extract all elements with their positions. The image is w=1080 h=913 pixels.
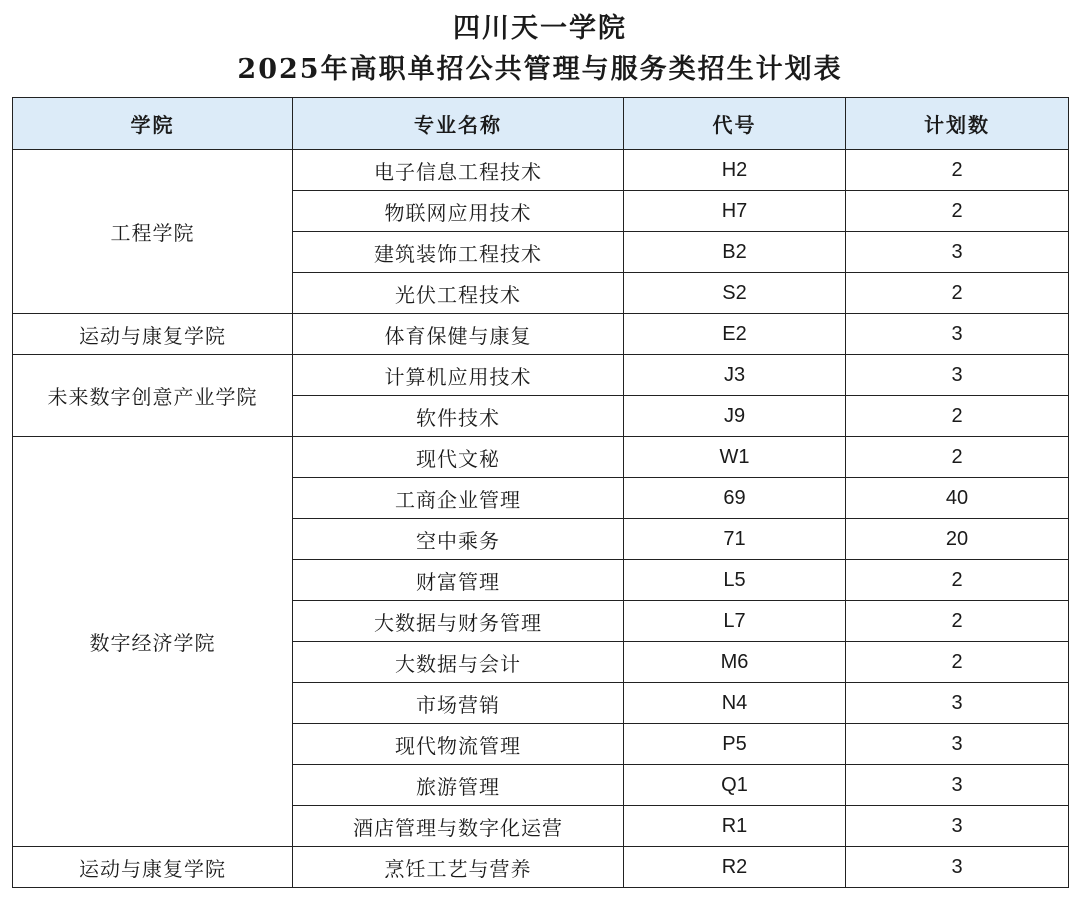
major-cell: 软件技术 [293,396,624,437]
major-cell: 烹饪工艺与营养 [293,847,624,888]
major-cell: 现代文秘 [293,437,624,478]
count-cell: 2 [846,191,1069,232]
count-cell: 40 [846,478,1069,519]
college-cell: 运动与康复学院 [13,314,293,355]
count-cell: 3 [846,847,1069,888]
code-cell: N4 [624,683,846,724]
major-cell: 光伏工程技术 [293,273,624,314]
major-cell: 物联网应用技术 [293,191,624,232]
count-cell: 2 [846,273,1069,314]
college-cell: 工程学院 [13,150,293,314]
table-row [13,355,1069,396]
code-cell: H2 [624,150,846,191]
document-title: 2025年高职单招公共管理与服务类招生计划表 [237,54,843,85]
major-cell: 财富管理 [293,560,624,601]
code-cell: R1 [624,806,846,847]
college-cell: 运动与康复学院 [13,847,293,888]
table-body [13,150,1069,888]
code-cell: S2 [624,273,846,314]
school-name: 四川天一学院 [453,13,627,44]
major-cell: 大数据与财务管理 [293,601,624,642]
code-cell: J3 [624,355,846,396]
code-cell: Q1 [624,765,846,806]
code-cell: E2 [624,314,846,355]
count-cell: 2 [846,560,1069,601]
code-cell: J9 [624,396,846,437]
code-cell: H7 [624,191,846,232]
count-cell: 3 [846,355,1069,396]
count-cell: 2 [846,396,1069,437]
enrollment-plan-table [12,97,1069,888]
code-cell: B2 [624,232,846,273]
count-cell: 3 [846,314,1069,355]
header-college: 学院 [13,98,293,150]
table-row [13,314,1069,355]
major-cell: 现代物流管理 [293,724,624,765]
major-cell: 电子信息工程技术 [293,150,624,191]
count-cell: 2 [846,642,1069,683]
count-cell: 3 [846,724,1069,765]
code-cell: W1 [624,437,846,478]
major-cell: 空中乘务 [293,519,624,560]
major-cell: 酒店管理与数字化运营 [293,806,624,847]
table-row [13,150,1069,191]
count-cell: 2 [846,601,1069,642]
code-cell: 71 [624,519,846,560]
code-cell: L5 [624,560,846,601]
header-row [13,98,1069,150]
title-block [0,0,1080,96]
header-code: 代号 [624,98,846,150]
code-cell: P5 [624,724,846,765]
header-count: 计划数 [846,98,1069,150]
count-cell: 3 [846,765,1069,806]
code-cell: L7 [624,601,846,642]
major-cell: 体育保健与康复 [293,314,624,355]
code-cell: R2 [624,847,846,888]
table-row [13,437,1069,478]
table-row [13,847,1069,888]
code-cell: 69 [624,478,846,519]
count-cell: 2 [846,437,1069,478]
count-cell: 3 [846,806,1069,847]
header-major: 专业名称 [293,98,624,150]
major-cell: 建筑装饰工程技术 [293,232,624,273]
college-cell: 数字经济学院 [13,437,293,847]
count-cell: 3 [846,683,1069,724]
major-cell: 计算机应用技术 [293,355,624,396]
count-cell: 3 [846,232,1069,273]
major-cell: 旅游管理 [293,765,624,806]
major-cell: 大数据与会计 [293,642,624,683]
major-cell: 工商企业管理 [293,478,624,519]
count-cell: 2 [846,150,1069,191]
count-cell: 20 [846,519,1069,560]
code-cell: M6 [624,642,846,683]
major-cell: 市场营销 [293,683,624,724]
college-cell: 未来数字创意产业学院 [13,355,293,437]
